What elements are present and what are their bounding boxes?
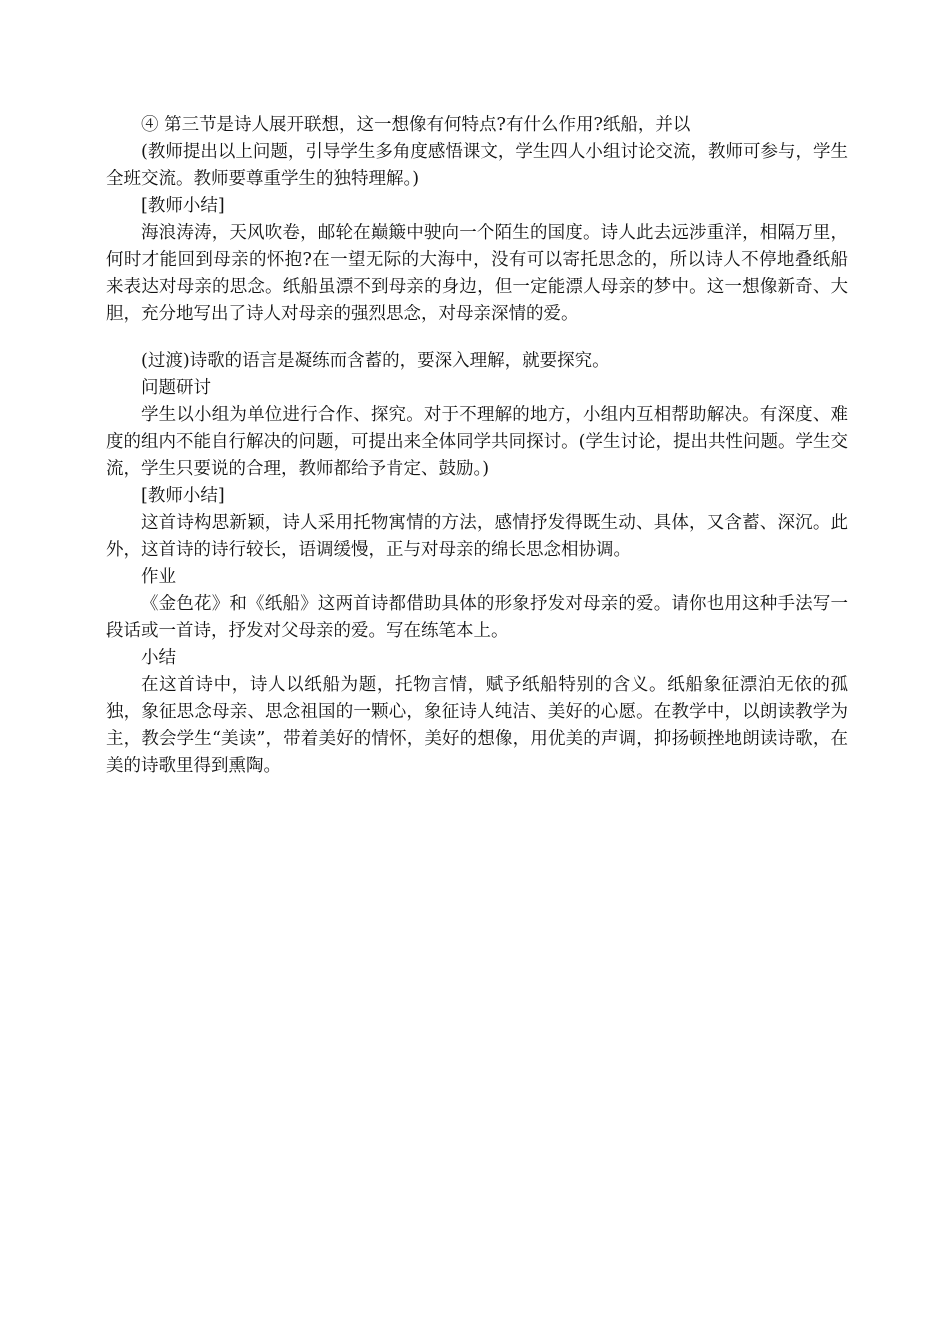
paragraph-spacer	[106, 328, 848, 348]
document-page	[106, 112, 848, 780]
group-discussion-paragraph: 学生以小组为单位进行合作、探究。对于不理解的地方，小组内互相帮助解决。有深度、难度的组内不能自行解决的问题，可提出来全体同学共同探讨。(学生讨论，提出共性问题。学生交流，学生只要说的合理，教师都给予肯定、鼓励。)	[106, 405, 848, 479]
teacher-summary-heading: [教师小结]	[141, 196, 225, 216]
problem-discussion-heading: 问题研讨	[141, 378, 211, 398]
homework-paragraph: 《金色花》和《纸船》这两首诗都借助具体的形象抒发对母亲的爱。请你也用这种手法写一段话或一首诗，抒发对父母亲的爱。写在练笔本上。	[106, 594, 848, 641]
transition-paragraph: (过渡)诗歌的语言是凝练而含蓄的，要深入理解，就要探究。	[141, 351, 610, 371]
question-four-paragraph: ④ 第三节是诗人展开联想，这一想像有何特点?有什么作用?纸船，并以	[141, 115, 691, 135]
teacher-summary-paragraph: 海浪涛涛，天风吹卷，邮轮在巅簸中驶向一个陌生的国度。诗人此去远涉重洋，相隔万里，何时才能回到母亲的怀抱?在一望无际的大海中，没有可以寄托思念的，所以诗人不停地叠纸船来表达对母亲的思念。纸船虽漂不到母亲的身边，但一定能漂人母亲的梦中。这一想像新奇、大胆，充分地写出了诗人对母亲的强烈思念，对母亲深情的爱。	[106, 223, 848, 324]
conclusion-paragraph: 在这首诗中，诗人以纸船为题，托物言情，赋予纸船特别的含义。纸船象征漂泊无依的孤独，象征思念母亲、思念祖国的一颗心，象征诗人纯洁、美好的心愿。在教学中，以朗读教学为主，教会学生“美读”，带着美好的情怀，美好的想像，用优美的声调，抑扬顿挫地朗读诗歌，在美的诗歌里得到熏陶。	[106, 675, 848, 776]
teacher-summary-heading-2: [教师小结]	[141, 486, 225, 506]
poem-analysis-paragraph: 这首诗构思新颖，诗人采用托物寓情的方法，感情抒发得既生动、具体，又含蓄、深沉。此外，这首诗的诗行较长，语调缓慢，正与对母亲的绵长思念相协调。	[106, 513, 848, 560]
homework-heading: 作业	[141, 567, 176, 587]
conclusion-heading: 小结	[141, 648, 176, 668]
teacher-instruction-paragraph: (教师提出以上问题，引导学生多角度感悟课文，学生四人小组讨论交流，教师可参与，学生全班交流。教师要尊重学生的独特理解。)	[106, 142, 848, 189]
